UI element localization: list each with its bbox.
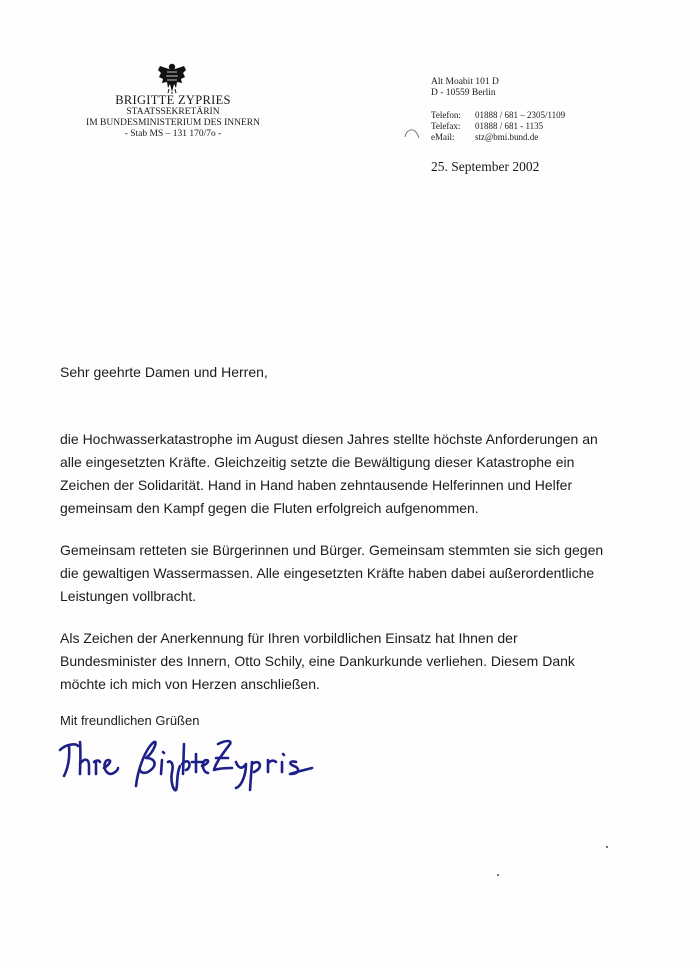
paper-speck: [606, 846, 608, 848]
address-street: Alt Moabit 101 D: [431, 77, 499, 87]
postal-address: [431, 77, 499, 99]
fax-value: 01888 / 681 - 1135: [475, 121, 544, 131]
email-value: stz@bmi.bund.de: [475, 132, 539, 142]
pen-mark-icon: [403, 127, 421, 139]
body-paragraph: Gemeinsam retteten sie Bürgerinnen und Bürger. Gemeinsam stemmten sie sich gegen die gewaltigen Wassermassen. Alle eingesetzten Kräfte haben dabei außerordentliche Leistungen vollbracht.: [60, 542, 604, 604]
letter-date: 25. September 2002: [431, 159, 540, 174]
phone-label: Telefon:: [431, 110, 461, 120]
phone-row: [431, 110, 565, 121]
sender-name: BRIGITTE ZYPRIES: [115, 93, 231, 107]
sender-reference: - Stab MS – 131 170/7o -: [124, 129, 222, 139]
letter-body: [60, 428, 605, 715]
email-label: eMail:: [431, 132, 455, 142]
fax-label: Telefax:: [431, 121, 461, 131]
fax-row: [431, 121, 565, 132]
sender-title: STAATSSEKRETÄRIN: [126, 107, 220, 117]
address-city: D - 10559 Berlin: [431, 88, 496, 98]
salutation: Sehr geehrte Damen und Herren,: [60, 364, 268, 380]
paper-speck: [497, 874, 499, 876]
handwritten-signature: [56, 728, 356, 798]
body-paragraph: die Hochwasserkatastrophe im August diesen Jahres stellte höchste Anforderungen an alle eingesetzten Kräfte. Gleichzeitig setzte die Bewältigung dieser Katastrophe ein Zeichen der Solidarität. Hand in Hand haben zehntausende Helferinnen und Helfer gemeinsam den Kampf gegen die Fluten erfolgreich aufgenommen.: [60, 431, 598, 516]
contact-block: [431, 110, 565, 143]
sender-block: [60, 93, 286, 140]
federal-eagle-icon: [157, 62, 187, 94]
sender-ministry: IM BUNDESMINISTERIUM DES INNERN: [86, 118, 260, 128]
phone-value: 01888 / 681 – 2305/1109: [475, 110, 566, 120]
closing: Mit freundlichen Grüßen: [60, 713, 200, 728]
email-row: [431, 132, 565, 143]
body-paragraph: Als Zeichen der Anerkennung für Ihren vorbildlichen Einsatz hat Ihnen der Bundesminister des Innern, Otto Schily, eine Dankurkunde verliehen. Diesem Dank möchte ich mich von Herzen anschließen.: [60, 630, 575, 692]
